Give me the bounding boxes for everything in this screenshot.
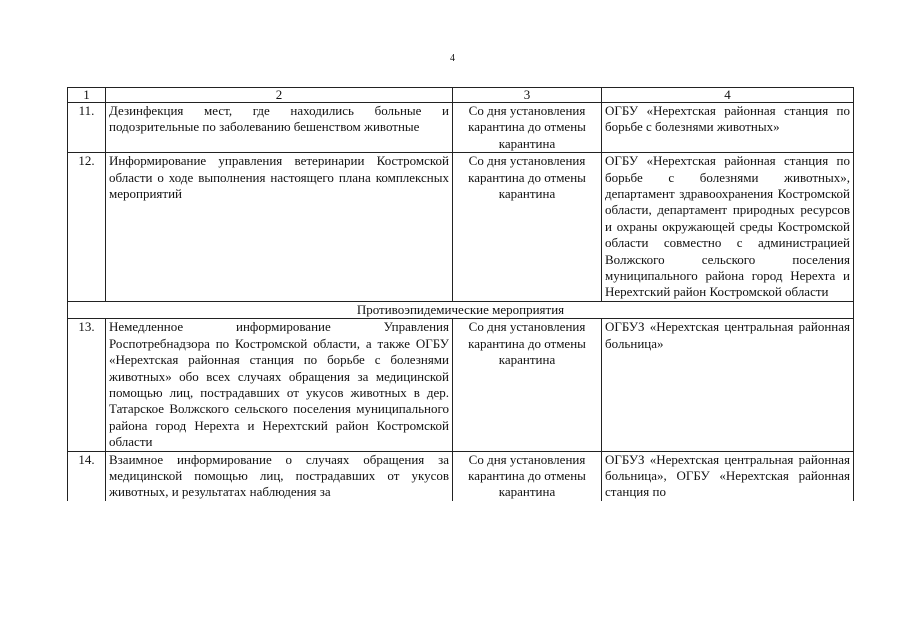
measure-cell: Дезинфекция мест, где находились больные и подозрительные по заболеванию бешенством животные: [106, 103, 453, 153]
table-row: [68, 451, 854, 501]
term-cell: Со дня установления карантина до отмены карантина: [453, 153, 602, 302]
column-number: 2: [106, 88, 453, 103]
page-number: 4: [450, 53, 455, 64]
row-number: [68, 451, 106, 501]
section-title: Противоэпидемические мероприятия: [68, 301, 854, 318]
term-cell: [453, 451, 602, 501]
responsible-cell: ОГБУ «Нерехтская районная станция по борьбе с болезнями животных»: [602, 103, 854, 153]
term-cell: Со дня установления карантина до отмены карантина: [453, 103, 602, 153]
column-number: 4: [602, 88, 854, 103]
row-number-text: 14.: [78, 451, 95, 467]
measure-text: Взаимное информирование о случаях обращения за медицинской помощью лиц, пострадавших от укусов животных, и результатах наблюдения за: [109, 451, 449, 500]
measure-cell: Немедленное информирование Управления Роспотребнадзора по Костромской области, а также ОГБУ «Нерехтская районная станция по борьбе с болезнями животных» обо всех случаях обращения за медицинской помощью лиц, пострадавших от укусов животных в дер. Татарское Волжского сельского поселения муниципального района город Нерехта и Нерехтский район Костромской области: [106, 319, 453, 451]
measure-cell: [106, 451, 453, 501]
column-number: 1: [68, 88, 106, 103]
term-cell: Со дня установления карантина до отмены карантина: [453, 319, 602, 451]
row-number: 12.: [68, 153, 106, 302]
responsible-cell: ОГБУЗ «Нерехтская центральная районная больница»: [602, 319, 854, 451]
measure-cell: Информирование управления ветеринарии Костромской области о ходе выполнения настоящего плана комплексных мероприятий: [106, 153, 453, 302]
table-row: [68, 153, 854, 302]
term-text: Со дня установления карантина до отмены карантина: [468, 451, 586, 500]
column-number-row: [68, 88, 854, 103]
table-row: [68, 319, 854, 451]
responsible-text: ОГБУЗ «Нерехтская центральная районная больница», ОГБУ «Нерехтская районная станция по: [605, 451, 850, 500]
responsible-cell: ОГБУ «Нерехтская районная станция по борьбе с болезнями животных», департамент здравоохранения Костромской области, департамент природных ресурсов и охраны окружающей среды Костромской области совместно с администрацией Волжского сельского поселения муниципального района город Нерехта и Нерехтский район Костромской области: [602, 153, 854, 302]
measures-table: [67, 87, 854, 501]
responsible-cell: [602, 451, 854, 501]
row-number: 13.: [68, 319, 106, 451]
row-number: 11.: [68, 103, 106, 153]
section-row: [68, 301, 854, 318]
column-number: 3: [453, 88, 602, 103]
table-row: [68, 103, 854, 153]
